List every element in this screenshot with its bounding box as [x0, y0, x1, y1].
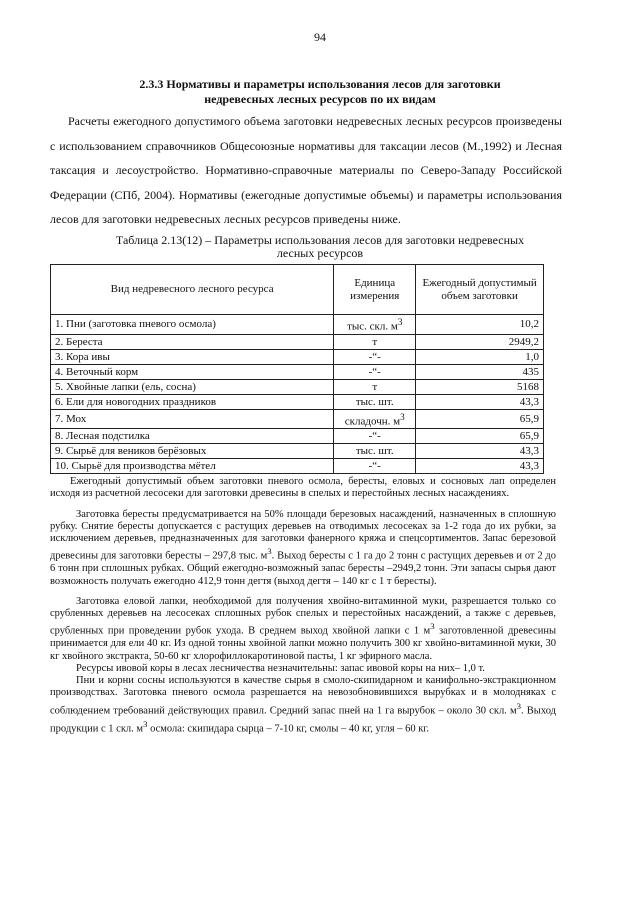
superscript-3: 3: [430, 621, 435, 632]
unit-text: тыс. шт.: [355, 395, 394, 408]
unit-cell: [334, 315, 416, 335]
unit-text: -“-: [368, 460, 381, 473]
superscript-3: 3: [516, 700, 521, 711]
unit-text: -“-: [368, 365, 381, 378]
resource-name-cell: 7. Мох: [51, 409, 334, 429]
resource-name-cell: 4. Веточный корм: [51, 364, 334, 379]
paragraph-stumps-part-3: осмола: скипидара сырца – 7-10 кг, смолы – 40 кг, угля – 60 кг.: [147, 723, 430, 735]
unit-text: тыс. скл. м: [347, 320, 398, 333]
annual-volume-cell: 2949,2: [416, 334, 544, 349]
paragraph-spruce-branches-part-2: заготовленной древесины принимается для ели 40 кг. Из одной тонны хвойной лапки можно получить 300 кг хвойно-витаминной муки, 30 кг хвойного экстракта, 50-60 кг хлорофиллокаротиновой пасты, 1 кг эфирного масла.: [50, 625, 556, 662]
table-row: [51, 349, 544, 364]
table-row: [51, 409, 544, 429]
unit-text: тыс. шт.: [355, 445, 394, 458]
section-heading-line-1: 2.3.3 Нормативы и параметры использования лесов для заготовки: [139, 77, 501, 91]
table-row: [51, 334, 544, 349]
resource-name-cell: 8. Лесная подстилка: [51, 429, 334, 444]
resource-name-cell: 1. Пни (заготовка пневого осмола): [51, 315, 334, 335]
annual-volume-cell: 10,2: [416, 315, 544, 335]
unit-text: т: [372, 380, 378, 393]
paragraph-birch-bark-part-2: . Выход бересты с 1 га до 2 тонн с растущих деревьев и от 2 до 6 тонн при сплошных рубках. Общий ежегодно-возможный запас бересты –2949,2 тонн. Эти запасы сырья дают возможность получать ежегодно 412,9 тонн дегтя (выход дегтя – 140 кг с 1 т бересты).: [50, 550, 556, 587]
table-caption: [60, 234, 580, 260]
parameters-table: [50, 264, 544, 474]
table-row: [51, 315, 544, 335]
unit-cell: [334, 459, 416, 474]
superscript-3: 3: [143, 718, 148, 729]
unit-cell: [334, 429, 416, 444]
intro-paragraph: Расчеты ежегодного допустимого объема заготовки недревесных лесных ресурсов произведены с использованием справочников Общесоюзные нормативы для таксации лесов (М.,1992) и Лесная таксация и лесоустройство. Нормативно-справочные материалы по Северо-Западу Российской Федерации (СПб, 2004). Нормативы (ежегодные допустимые объемы) и параметры использования лесов для заготовки недревесных лесных ресурсов приведены ниже.: [50, 114, 562, 226]
header-resource-type: Вид недревесного лесного ресурса: [51, 265, 334, 315]
table-body: [51, 315, 544, 474]
table-row: [51, 459, 544, 474]
unit-cell: [334, 349, 416, 364]
table-header-row: [51, 265, 544, 315]
paragraph-spruce-branches: [50, 596, 556, 663]
table-row: [51, 364, 544, 379]
superscript-3: 3: [267, 546, 272, 557]
unit-superscript: 3: [397, 317, 403, 327]
annual-volume-cell: 1,0: [416, 349, 544, 364]
annual-volume-cell: 65,9: [416, 429, 544, 444]
resource-name-cell: 6. Ели для новогодних праздников: [51, 394, 334, 409]
header-annual-volume: Ежегодный допустимый объем заготовки: [416, 265, 544, 315]
resource-name-cell: 10. Сырьё для производства мётел: [51, 459, 334, 474]
unit-cell: [334, 364, 416, 379]
unit-text: складочн. м: [344, 415, 401, 428]
annual-volume-cell: 5168: [416, 379, 544, 394]
annual-volume-cell: 43,3: [416, 459, 544, 474]
annual-volume-cell: 435: [416, 364, 544, 379]
resource-name-cell: 2. Береста: [51, 334, 334, 349]
unit-cell: [334, 444, 416, 459]
section-heading-line-2: недревесных лесных ресурсов по их видам: [204, 92, 436, 106]
paragraph-annual-volume: Ежегодный допустимый объем заготовки пневого осмола, бересты, еловых и сосновых лап определен исходя из расчетной лесосеки для заготовки древесины в спелых и перестойных лесных насаждениях.: [50, 476, 556, 500]
header-unit: Единица измерения: [334, 265, 416, 315]
paragraph-spruce-branches-part-1: Заготовка еловой лапки, необходимой для получения хвойно-витаминной муки, разрешается только со срубленных деревьев на лесосеках сплошных рубок спелых и перестойных насаждений, а также с деревьев, срубленных при проведении рубок ухода. В среднем выход хвойной лапки с 1 м: [50, 595, 556, 637]
unit-cell: [334, 334, 416, 349]
paragraph-stumps: [50, 675, 556, 735]
paragraph-birch-bark-part-1: Заготовка бересты предусматривается на 50% площади березовых насаждений, назначенных в сплошную рубку. Снятие бересты допускается с растущих деревьев на отводимых лесосеках за 1-2 года до их рубки, за исключением деревьев, предназначенных для заготовки фанерного кряжа и спецсортиментов. Запас березовой древесины для заготовки бересты – 297,8 тыс. м: [50, 508, 556, 562]
paragraph-stumps-part-2: . Выход продукции с 1 скл. м: [50, 705, 556, 735]
unit-cell: [334, 394, 416, 409]
paragraph-willow-bark: Ресурсы ивовой коры в лесах лесничества незначительны: запас ивовой коры на них– 1,0 т.: [76, 662, 485, 674]
section-heading: [90, 77, 550, 107]
annual-volume-cell: 65,9: [416, 409, 544, 429]
unit-text: т: [372, 335, 378, 348]
unit-text: -“-: [368, 430, 381, 443]
resource-name-cell: 3. Кора ивы: [51, 349, 334, 364]
paragraph-stumps-part-1: Пни и корни сосны используются в качестве сырья в смоло-скипидарном и канифольно-экстракционном производствах. Заготовка пневого осмола разрешается на невозобновившихся вырубках и в молодняках с соблюдением требований действующих правил. Средний запас пней на 1 га вырубок – около 30 скл. м: [50, 675, 556, 717]
resource-name-cell: 5. Хвойные лапки (ель, сосна): [51, 379, 334, 394]
unit-cell: [334, 379, 416, 394]
unit-text: -“-: [368, 350, 381, 363]
unit-cell: [334, 409, 416, 429]
paragraph-birch-bark: [50, 509, 556, 588]
annual-volume-cell: 43,3: [416, 394, 544, 409]
annual-volume-cell: 43,3: [416, 444, 544, 459]
table-row: [51, 379, 544, 394]
table-caption-line-2: лесных ресурсов: [276, 246, 364, 260]
table-row: [51, 429, 544, 444]
unit-superscript: 3: [400, 411, 405, 422]
table-caption-line-1: Таблица 2.13(12) – Параметры использования лесов для заготовки недревесных: [115, 233, 525, 247]
body-text: [50, 476, 556, 735]
resource-name-cell: 9. Сырьё для веников берёзовых: [51, 444, 334, 459]
table-row: [51, 394, 544, 409]
table-row: [51, 444, 544, 459]
page-number: 94: [314, 30, 326, 44]
